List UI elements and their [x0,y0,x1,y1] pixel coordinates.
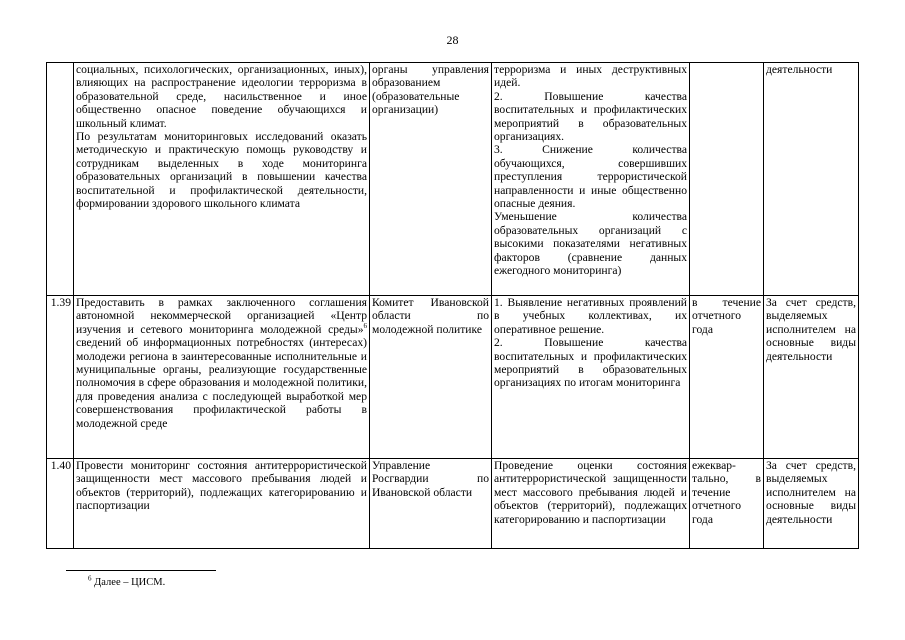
footnote-mark: 6 [88,574,92,583]
funding-cell: деятельности [764,63,859,296]
result-item: 1. Выявление негативных проявлений в учебных коллективах, их оперативное решение. [494,296,687,336]
page-number: 28 [446,33,459,47]
footnote-reference: 6 [363,321,367,330]
action-text-part: Предоставить в рамках заключенного соглашения автономной некоммерческой организацией «Центр изучения и сетевого мониторинга молодежной среды» [76,296,367,336]
footnote-text: Далее – ЦИСМ. [91,577,166,588]
result-item: Уменьшение количества образовательных организаций с высокими показателями негативных факторов (сравнение данных ежегодного мониторинга) [494,210,687,278]
executor-cell: Комитет Ивановской области по молодежной политике [370,296,492,459]
executor-cell: Управление Росгвардии по Ивановской области [370,459,492,549]
table-row-continuation [47,63,859,296]
measures-table [46,62,859,549]
action-cell [74,296,370,459]
results-cell [492,63,690,296]
term-cell [690,63,764,296]
results-cell [492,459,690,549]
footnote-separator [66,570,216,571]
action-cell [74,63,370,296]
result-item: 2. Повышение качества воспитательных и профилактических мероприятий в образовательных организациях. [494,89,687,144]
funding-cell: За счет средств, выделяемых исполнителем на основные виды деятельности [764,296,859,459]
footnote [88,574,166,588]
row-number: 1.40 [47,459,74,549]
results-cell [492,296,690,459]
row-number: 1.39 [47,296,74,459]
executor-cell: органы управления образованием (образовательные организации) [370,63,492,296]
result-item: терроризма и иных деструктивных идей. [494,63,687,90]
funding-cell: За счет средств, выделяемых исполнителем на основные виды деятельности [764,459,859,549]
result-item: 2. Повышение качества воспитательных и профилактических мероприятий в образовательных организациях по итогам мониторинга [494,336,687,390]
term-cell: ежеквар-тально, в течение отчетного года [690,459,764,549]
action-cell [74,459,370,549]
action-text-part: сведений об информационных потребностях (интересах) молодежи региона в заинтересованные исполнительные и муниципальные органы, реализующие государственные полномочия в сфере образования и молодежной политики, для проведения анализа с последующей выработкой мер совершенствования профилактической работы в молодежной среде [76,336,367,430]
action-paragraph: По результатам мониторинговых исследований оказать методическую и практическую помощь руководству и сотрудникам выделенных в ходе мониторинга образовательных организаций в повышении качества воспитательной и профилактической деятельности, формировании здорового школьного климата [76,130,367,211]
result-item: 3. Снижение количества обучающихся, совершивших преступления террористической направленности и иные общественно опасные деяния. [494,143,687,211]
table-row-1-39 [47,296,859,459]
action-paragraph: Провести мониторинг состояния антитеррористической защищенности мест массового пребывания людей и объектов (территорий), подлежащих категорированию и паспортизации [76,459,367,513]
action-paragraph: социальных, психологических, организационных, иных), влияющих на распространение идеологии терроризма в образовательной среде, насильственное и иное общественно опасное поведение обучающихся и школьный климат. [76,63,367,130]
row-number [47,63,74,296]
result-item: Проведение оценки состояния антитеррористической защищенности мест массового пребывания людей и объектов (территорий), подлежащих категорированию и паспортизации [494,459,687,526]
term-cell: в течение отчетного года [690,296,764,459]
table-row-1-40 [47,459,859,549]
